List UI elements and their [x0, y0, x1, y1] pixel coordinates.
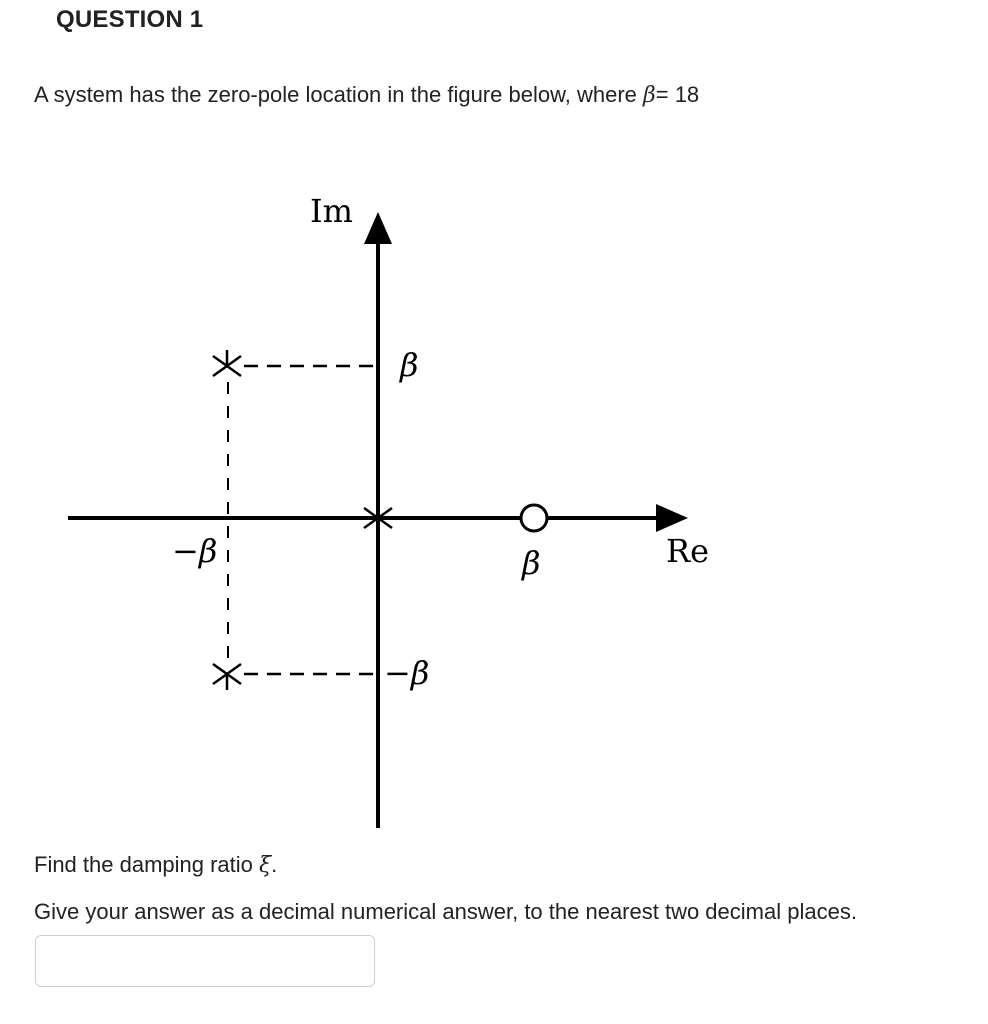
beta-symbol: β — [643, 83, 656, 108]
real-axis-arrow-icon — [656, 504, 688, 532]
zero-marker-icon — [521, 505, 547, 531]
question-title: QUESTION 1 — [56, 6, 204, 33]
question-prompt — [34, 82, 699, 108]
answer-input[interactable] — [35, 935, 375, 987]
prompt-equals: = 18 — [655, 82, 700, 107]
re-axis-label: Re — [666, 532, 710, 570]
pole-zero-plot — [0, 170, 988, 840]
pole-marker-icon — [213, 350, 241, 376]
label-beta-im: β — [400, 346, 419, 384]
instruction-suffix: . — [271, 852, 278, 877]
pole-zero-figure — [0, 170, 988, 840]
prompt-prefix: A system has the zero-pole location in the figure below, where — [34, 82, 644, 107]
label-neg-beta-re: −β — [172, 532, 218, 570]
instruction-prefix: Find the damping ratio — [34, 852, 260, 877]
xi-symbol: ξ — [259, 853, 272, 878]
label-beta-re: β — [522, 544, 541, 582]
answer-instruction: Give your answer as a decimal numerical answer, to the nearest two decimal places. — [34, 899, 857, 924]
find-instruction — [34, 852, 277, 878]
im-axis-label: Im — [310, 192, 353, 230]
pole-marker-icon — [213, 664, 241, 690]
imag-axis-arrow-icon — [364, 212, 392, 244]
label-neg-beta-im: −β — [384, 654, 430, 692]
